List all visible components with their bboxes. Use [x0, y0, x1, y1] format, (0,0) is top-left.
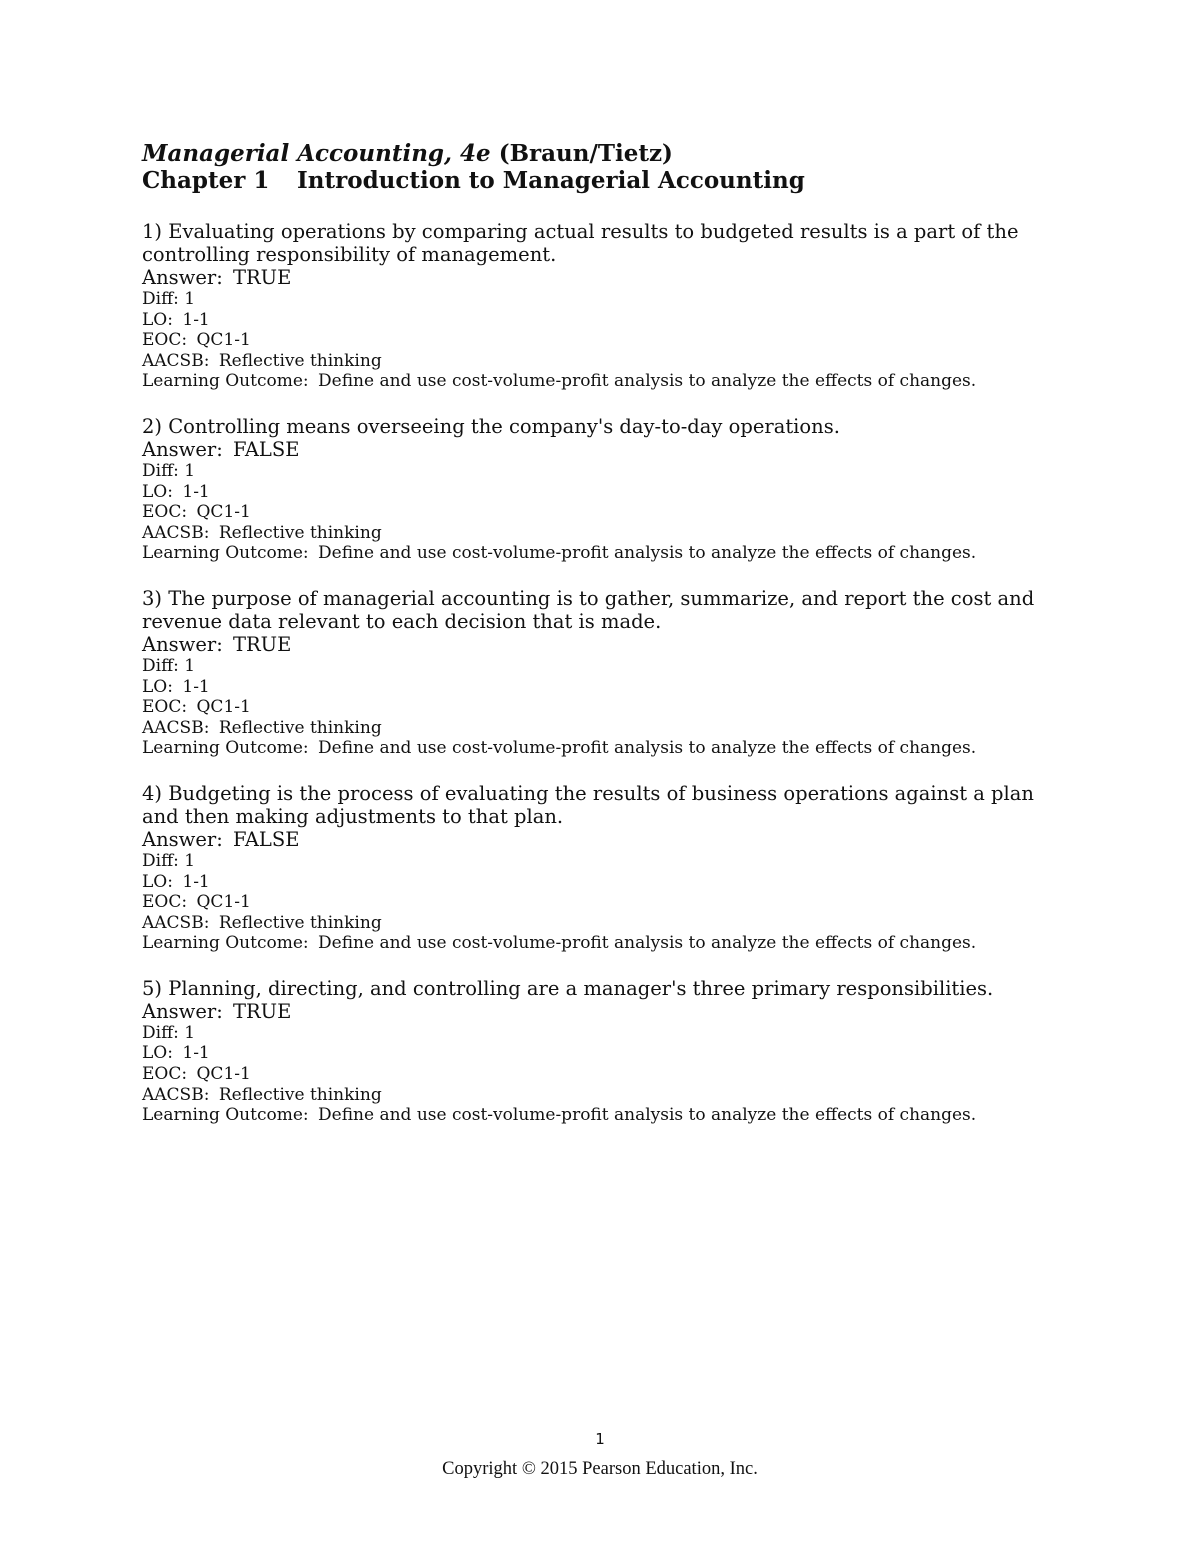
question-list — [142, 220, 1072, 1126]
question-item — [142, 415, 1072, 564]
question-text: 4) Budgeting is the process of evaluating the results of business operations against a plan and then making adjustments to that plan. — [142, 781, 1034, 828]
learning-outcome-line — [142, 738, 1072, 759]
learning-objective-value: 1-1 — [182, 676, 210, 697]
learning-outcome-line — [142, 1105, 1072, 1126]
eoc-label: EOC: — [142, 1064, 188, 1085]
difficulty-label: Diff: — [142, 289, 179, 309]
aacsb-value: Reflective thinking — [218, 717, 382, 738]
eoc-value: QC1-1 — [196, 1064, 251, 1085]
aacsb-value: Reflective thinking — [218, 912, 382, 933]
learning-objective-line — [142, 677, 1072, 698]
eoc-line — [142, 330, 1072, 351]
difficulty-line — [142, 656, 1072, 677]
difficulty-label: Diff: — [142, 1022, 179, 1043]
learning-objective-label: LO: — [142, 676, 173, 697]
aacsb-label: AACSB: — [142, 912, 210, 933]
answer-label: Answer: — [142, 999, 223, 1023]
eoc-label: EOC: — [142, 697, 188, 718]
aacsb-label: AACSB: — [142, 1084, 210, 1105]
aacsb-label: AACSB: — [142, 717, 210, 738]
learning-objective-line — [142, 872, 1072, 893]
learning-outcome-line — [142, 543, 1072, 564]
eoc-value: QC1-1 — [196, 892, 251, 913]
learning-outcome-value: Define and use cost-volume-profit analysis to analyze the effects of changes. — [318, 933, 977, 954]
book-title: Managerial Accounting, 4e — [142, 140, 491, 167]
answer-label: Answer: — [142, 827, 223, 851]
learning-objective-label: LO: — [142, 871, 173, 892]
aacsb-line — [142, 718, 1072, 739]
eoc-line — [142, 502, 1072, 523]
question-text: 5) Planning, directing, and controlling are a manager's three primary responsibilities. — [142, 976, 994, 1000]
learning-outcome-value: Define and use cost-volume-profit analysis to analyze the effects of changes. — [318, 543, 977, 564]
difficulty-value: 1 — [184, 289, 196, 309]
learning-outcome-value: Define and use cost-volume-profit analysis to analyze the effects of changes. — [318, 1105, 977, 1126]
answer-value: TRUE — [232, 266, 292, 289]
learning-outcome-label: Learning Outcome: — [142, 933, 309, 954]
answer-line — [142, 633, 1072, 656]
learning-outcome-label: Learning Outcome: — [142, 371, 309, 392]
copyright-notice: Copyright © 2015 Pearson Education, Inc. — [442, 1459, 758, 1479]
question-item — [142, 220, 1072, 392]
eoc-line — [142, 697, 1072, 718]
learning-objective-label: LO: — [142, 481, 173, 502]
difficulty-value: 1 — [184, 850, 196, 871]
answer-label: Answer: — [142, 632, 223, 656]
aacsb-line — [142, 913, 1072, 934]
aacsb-line — [142, 1085, 1072, 1106]
eoc-label: EOC: — [142, 330, 188, 351]
learning-objective-value: 1-1 — [182, 309, 210, 330]
difficulty-line — [142, 851, 1072, 872]
learning-outcome-label: Learning Outcome: — [142, 543, 309, 564]
question-item — [142, 977, 1072, 1126]
difficulty-label: Diff: — [142, 850, 179, 871]
learning-objective-line — [142, 1043, 1072, 1064]
eoc-label: EOC: — [142, 892, 188, 913]
aacsb-label: AACSB: — [142, 522, 210, 543]
eoc-value: QC1-1 — [196, 330, 251, 351]
aacsb-value: Reflective thinking — [218, 522, 382, 543]
aacsb-label: AACSB: — [142, 350, 210, 371]
chapter-label: Chapter 1 — [142, 167, 270, 194]
difficulty-value: 1 — [184, 1022, 196, 1043]
eoc-line — [142, 892, 1072, 913]
learning-outcome-line — [142, 933, 1072, 954]
difficulty-line — [142, 1023, 1072, 1044]
learning-outcome-value: Define and use cost-volume-profit analysis to analyze the effects of changes. — [318, 738, 977, 759]
book-title-line — [142, 140, 1072, 167]
learning-objective-line — [142, 310, 1072, 331]
question-text: 1) Evaluating operations by comparing actual results to budgeted results is a part of the controlling responsibility of management. — [142, 220, 1019, 266]
answer-value: TRUE — [232, 632, 292, 656]
question-item — [142, 782, 1072, 954]
answer-line — [142, 828, 1072, 851]
answer-line — [142, 266, 1072, 289]
difficulty-line — [142, 461, 1072, 482]
learning-outcome-line — [142, 371, 1072, 392]
learning-objective-label: LO: — [142, 1043, 173, 1064]
answer-value: FALSE — [232, 827, 300, 851]
difficulty-label: Diff: — [142, 460, 179, 481]
question-text: 2) Controlling means overseeing the company's day-to-day operations. — [142, 414, 840, 438]
answer-label: Answer: — [142, 437, 223, 461]
page-content — [142, 140, 1072, 1126]
question-item — [142, 587, 1072, 759]
aacsb-value: Reflective thinking — [218, 1084, 382, 1105]
book-authors: (Braun/Tietz) — [498, 140, 673, 167]
eoc-line — [142, 1064, 1072, 1085]
answer-value: TRUE — [232, 999, 292, 1023]
difficulty-label: Diff: — [142, 655, 179, 676]
aacsb-line — [142, 523, 1072, 544]
learning-objective-line — [142, 482, 1072, 503]
learning-objective-value: 1-1 — [182, 1043, 210, 1064]
learning-objective-label: LO: — [142, 309, 173, 330]
learning-outcome-value: Define and use cost-volume-profit analysis to analyze the effects of changes. — [318, 371, 977, 392]
answer-line — [142, 1000, 1072, 1023]
page-number: 1 — [595, 1430, 605, 1448]
difficulty-value: 1 — [184, 460, 196, 481]
difficulty-value: 1 — [184, 655, 196, 676]
chapter-title: Introduction to Managerial Accounting — [297, 167, 805, 194]
learning-objective-value: 1-1 — [182, 481, 210, 502]
aacsb-value: Reflective thinking — [218, 350, 382, 371]
eoc-label: EOC: — [142, 502, 188, 523]
question-text: 3) The purpose of managerial accounting is to gather, summarize, and report the cost and revenue data relevant to each decision that is made. — [142, 586, 1035, 633]
aacsb-line — [142, 351, 1072, 372]
difficulty-line — [142, 289, 1072, 310]
eoc-value: QC1-1 — [196, 697, 251, 718]
eoc-value: QC1-1 — [196, 502, 251, 523]
answer-line — [142, 438, 1072, 461]
answer-value: FALSE — [232, 437, 300, 461]
chapter-heading — [142, 167, 1072, 194]
learning-outcome-label: Learning Outcome: — [142, 1105, 309, 1126]
learning-objective-value: 1-1 — [182, 871, 210, 892]
answer-label: Answer: — [142, 266, 223, 289]
learning-outcome-label: Learning Outcome: — [142, 738, 309, 759]
